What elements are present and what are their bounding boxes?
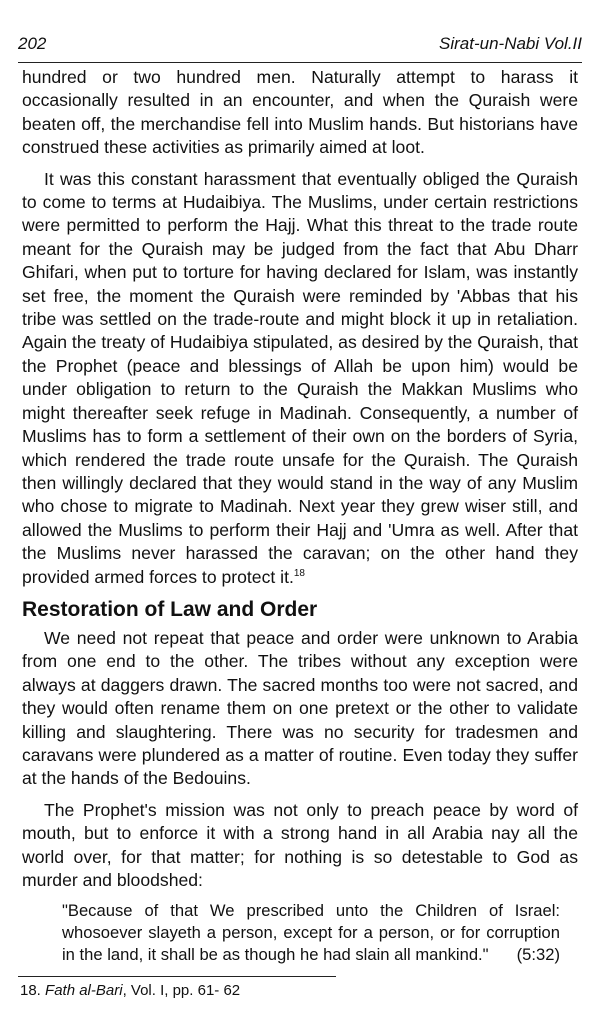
page-number: 202 (18, 34, 47, 53)
footnote-number: 18. (20, 982, 41, 999)
running-title: Sirat-un-Nabi Vol.II (439, 34, 582, 53)
paragraph-2-text: It was this constant harassment that eventually obliged the Quraish to come to terms at Hudaibiya. The Muslims, under certain restrictions were permitted to perform the Hajj. What this threat to the trade route meant for the Quraish may be judged from the fact that Abu Dharr Ghifari, when put to torture for having declared for Islam, was instantly set free, the moment the Quraish were reminded by 'Abbas that his tribe was settled on the trade-route and might block it up in retaliation. Again the treaty of Hudaibiya stipulated, as desired by the Quraish, that the Prophet (peace and blessings of Allah be upon him) would be under obligation to return to the Quraish the Makkan Muslims who might thereafter seek refuge in Madinah. Consequently, a number of Muslims has to form a settlement of their own on the borders of Syria, which rendered the trade route unsafe for the Quraish. The Quraish then willingly declared that they would stand in the way of any Muslim who chose to migrate to Madinah. Next year they grew wiser still, and allowed the Muslims to perform their Hajj and 'Umra as well. After that the Muslims never harassed the caravan; on the other hand they provided armed forces to protect it. (22, 168, 578, 587)
page-header (18, 34, 582, 54)
footnote-details: , Vol. I, pp. 61- 62 (122, 982, 241, 999)
footnote-rule (18, 976, 336, 977)
paragraph-1: hundred or two hundred men. Naturally attempt to harass it occasionally resulted in an encounter, and when the Quraish were beaten off, the merchandise fell into Muslim hands. But historians have construed these activities as primarily aimed at loot. (22, 67, 578, 158)
page-body (22, 66, 578, 966)
section-heading: Restoration of Law and Order (22, 597, 318, 621)
quote-text: "Because of that We prescribed unto the Children of Israel: whosoever slayeth a person, except for a person, or for corruption in the land, it shall be as though he had slain all mankind." (62, 901, 560, 965)
paragraph-4: The Prophet's mission was not only to preach peace by word of mouth, but to enforce it with a strong hand in all Arabia nay all the world over, for that matter; for nothing is so detestable to God as murder and bloodshed: (22, 799, 578, 890)
paragraph-2 (22, 168, 578, 589)
quote-reference: (5:32) (516, 945, 560, 965)
footnote-source: Fath al-Bari (45, 982, 123, 999)
footnote (20, 982, 240, 999)
block-quote (62, 900, 560, 966)
paragraph-3: We need not repeat that peace and order were unknown to Arabia from one end to the other. The tribes without any exception were always at daggers drawn. The sacred months too were not sacred, and they would often rename them on one pretext or the other to validate killing and slaughtering. There was no security for tradesmen and caravans were plundered as a matter of routine. Even today they suffer at the hands of the Bedouins. (22, 627, 578, 789)
footnote-marker: 18 (293, 567, 305, 579)
header-rule (18, 62, 582, 63)
